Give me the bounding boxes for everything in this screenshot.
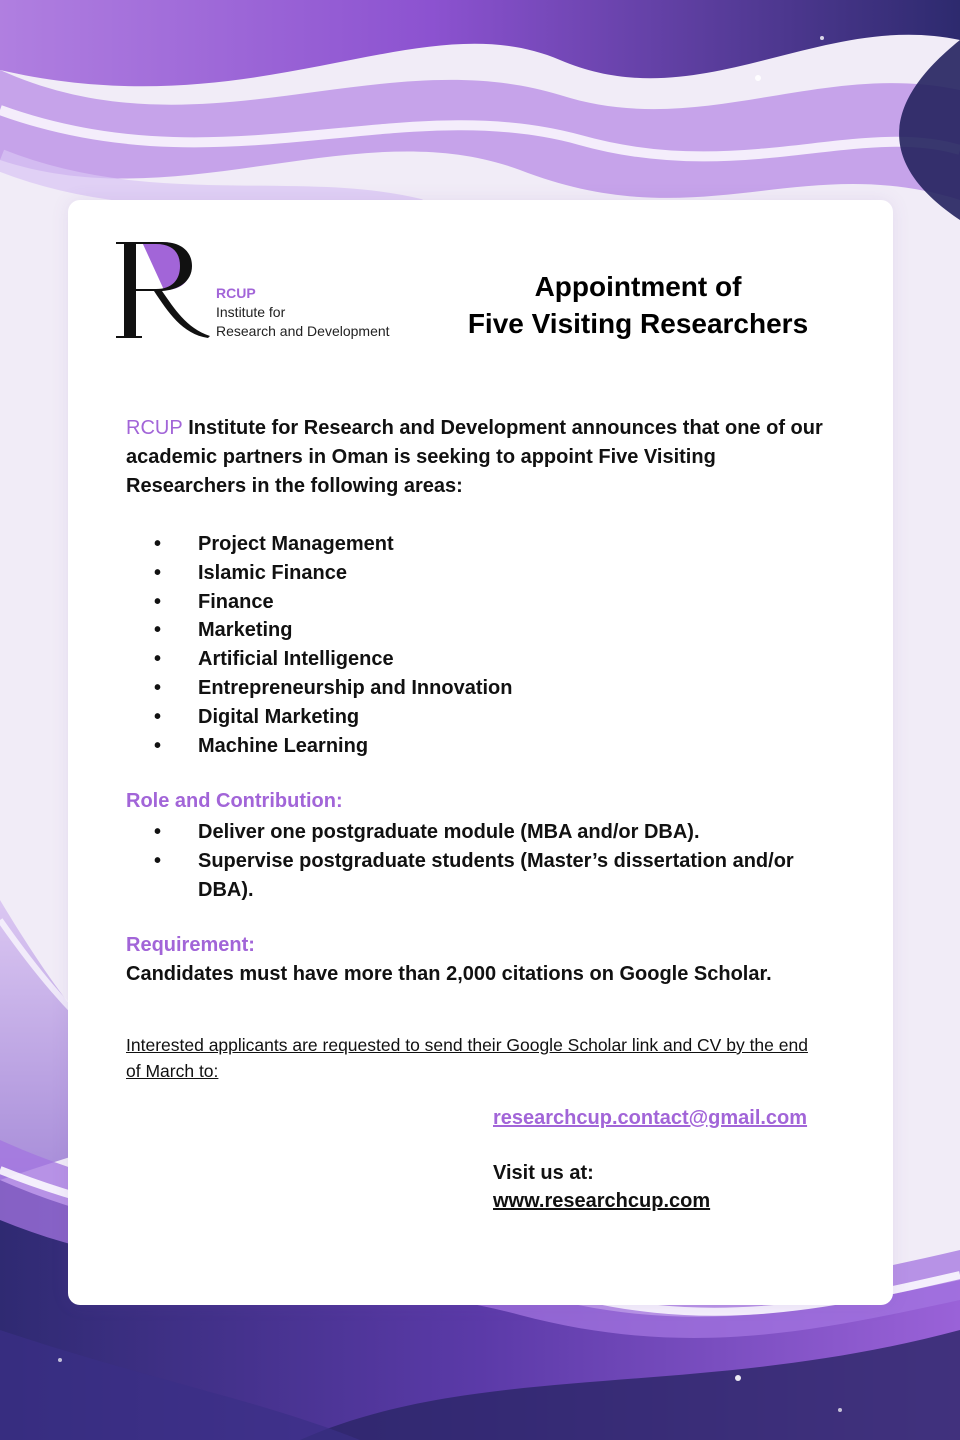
website-link[interactable]: www.researchcup.com: [493, 1190, 711, 1212]
intro-paragraph: [126, 414, 826, 501]
announcement-card: [68, 200, 893, 1305]
intro-text: Institute for Research and Development announces that one of our academic partners in Oman is seeking to appoint Five Visiting Researchers in the following areas:: [126, 417, 823, 497]
logo-acronym: RCUP: [216, 285, 256, 301]
page-title: [448, 268, 828, 342]
list-item: • Supervise postgraduate students (Master’s dissertation and/or DBA).: [126, 847, 836, 905]
requirement-heading: Requirement:: [126, 934, 255, 956]
rcup-r-mark-icon: [112, 240, 212, 340]
contact-email-link[interactable]: researchcup.contact@gmail.com: [493, 1107, 808, 1129]
logo-line-institute: Institute for: [216, 304, 286, 320]
title-line-1: Appointment of: [534, 271, 742, 302]
list-item: • Marketing: [126, 616, 846, 645]
role-heading: Role and Contribution:: [126, 790, 343, 812]
list-item: • Artificial Intelligence: [126, 645, 846, 674]
visit-label: Visit us at:: [493, 1162, 594, 1184]
role-list: [126, 818, 836, 904]
list-item: • Digital Marketing: [126, 703, 846, 732]
list-item: • Islamic Finance: [126, 559, 846, 588]
requirement-text: Candidates must have more than 2,000 citations on Google Scholar.: [126, 963, 772, 985]
intro-highlight: RCUP: [126, 417, 183, 439]
logo-line-research: Research and Development: [216, 323, 390, 339]
list-item: • Entrepreneurship and Innovation: [126, 674, 846, 703]
list-item: • Deliver one postgraduate module (MBA and/or DBA).: [126, 818, 836, 847]
research-areas-list: [126, 530, 846, 760]
list-item: • Project Management: [126, 530, 846, 559]
apply-instructions: Interested applicants are requested to send their Google Scholar link and CV by the end of March to:: [126, 1035, 808, 1081]
list-item: • Finance: [126, 588, 846, 617]
title-line-2: Five Visiting Researchers: [467, 308, 809, 339]
list-item: • Machine Learning: [126, 732, 846, 761]
rcup-logo: [112, 240, 412, 340]
